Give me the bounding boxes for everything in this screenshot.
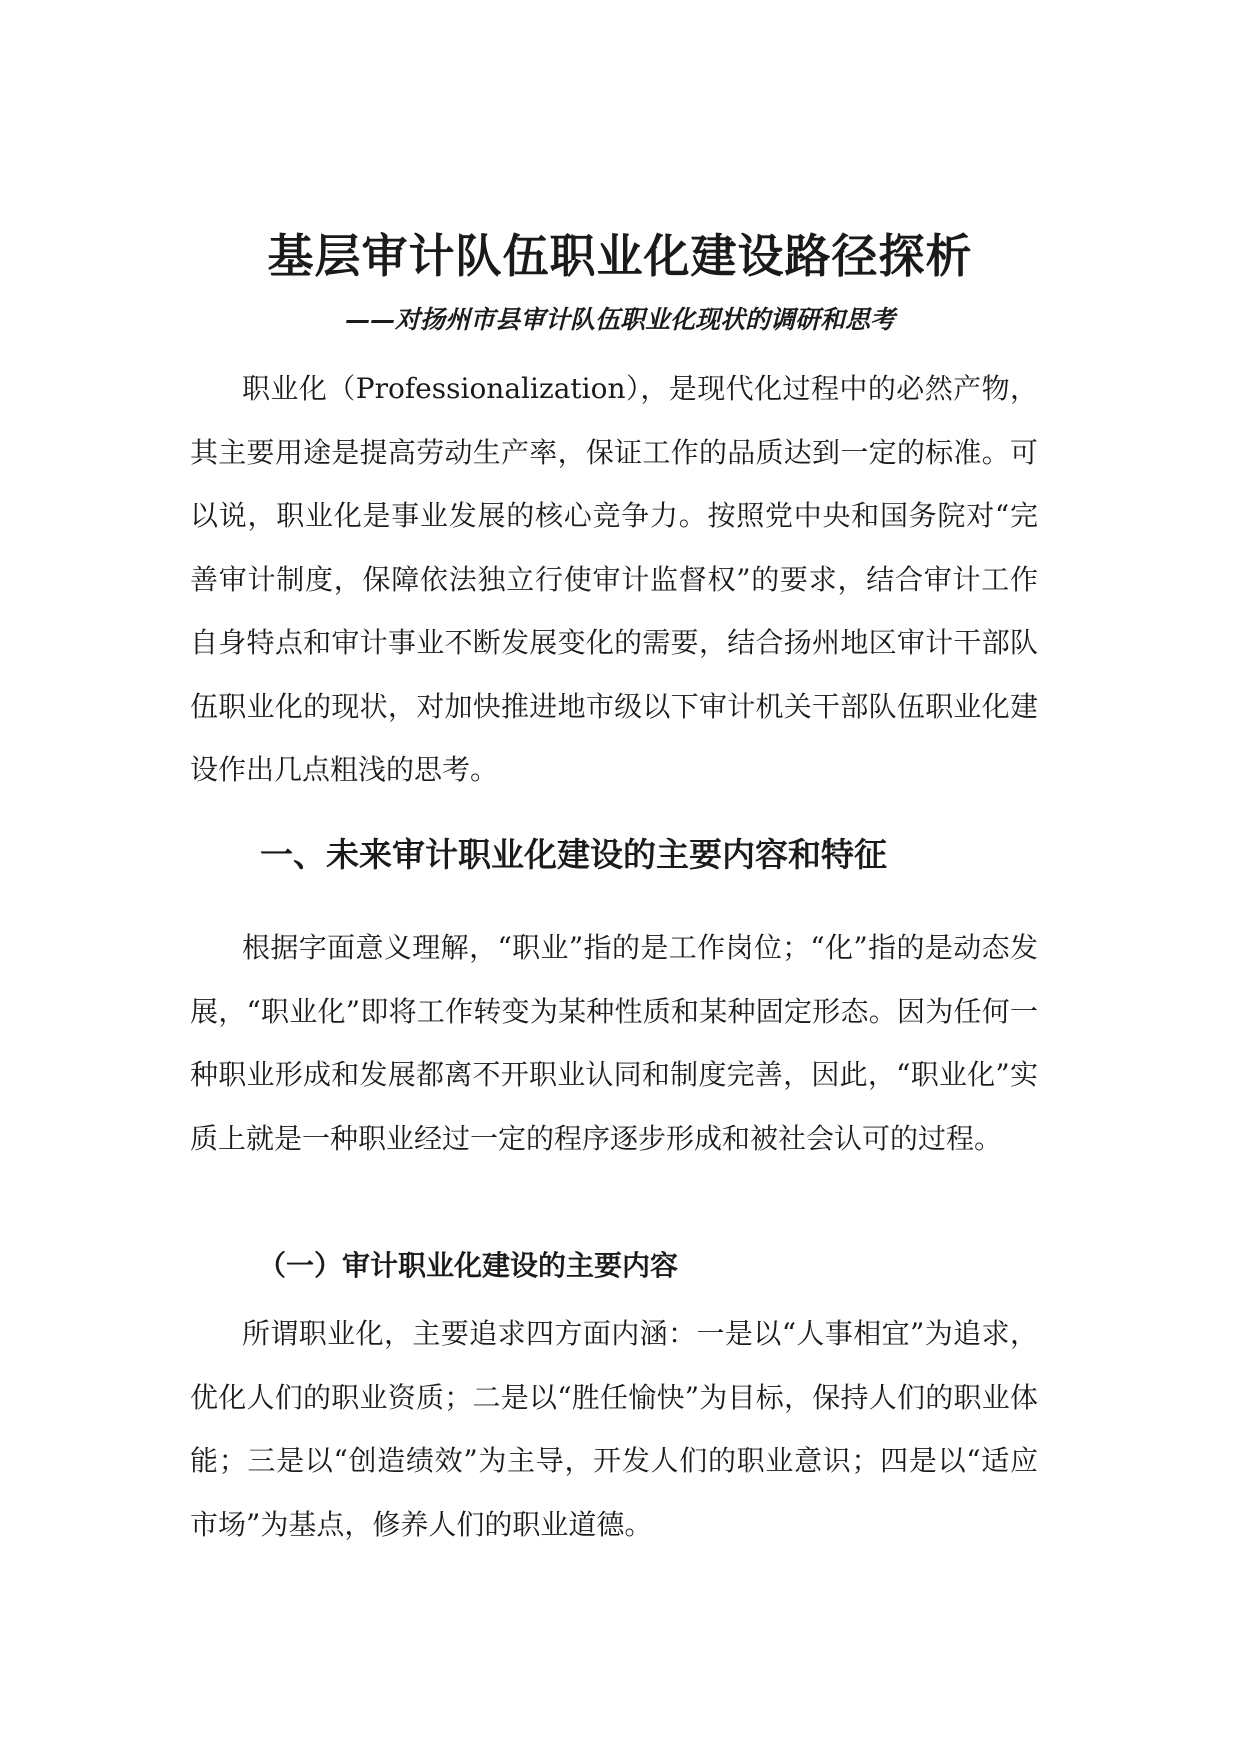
section-heading: 一、未来审计职业化建设的主要内容和特征 <box>260 835 887 874</box>
section-paragraph: 根据字面意义理解，“职业”指的是工作岗位；“化”指的是动态发展，“职业化”即将工作转变为某种性质和某种固定形态。因为任何一种职业形成和发展都离不开职业认同和制度完善，因此，“职业化”实质上就是一种职业经过一定的程序逐步形成和被社会认可的过程。 <box>190 931 1038 1155</box>
document-title: 基层审计队伍职业化建设路径探析 <box>267 229 973 283</box>
subsection-heading: （一）审计职业化建设的主要内容 <box>258 1249 679 1282</box>
subsection-paragraph: 所谓职业化，主要追求四方面内涵：一是以“人事相宜”为追求，优化人们的职业资质；二是以“胜任愉快”为目标，保持人们的职业体能；三是以“创造绩效”为主导，开发人们的职业意识；四是以“适应市场”为基点，修养人们的职业道德。 <box>190 1317 1038 1541</box>
intro-paragraph: 职业化（Professionalization），是现代化过程中的必然产物，其主要用途是提高劳动生产率，保证工作的品质达到一定的标准。可以说，职业化是事业发展的核心竞争力。按照党中央和国务院对“完善审计制度，保障依法独立行使审计监督权”的要求，结合审计工作自身特点和审计事业不断发展变化的需要，结合扬州地区审计干部队伍职业化的现状，对加快推进地市级以下审计机关干部队伍职业化建设作出几点粗浅的思考。 <box>190 372 1038 786</box>
document-subtitle: ——对扬州市县审计队伍职业化现状的调研和思考 <box>344 305 895 334</box>
